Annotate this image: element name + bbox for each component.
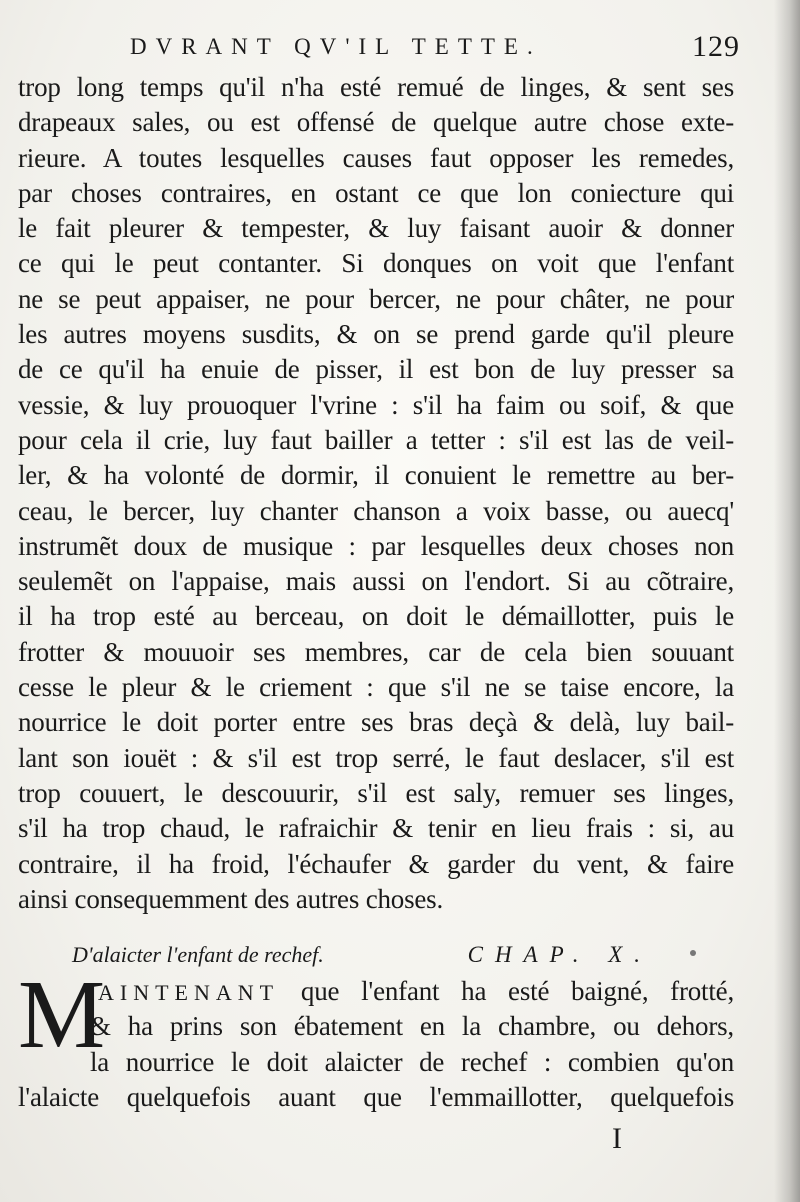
text-line: ler, & ha volonté de dormir, il conuient le remettre au ber- (18, 460, 734, 491)
text-line: drapeaux sales, ou est offensé de quelque autre chose exte- (18, 107, 734, 138)
text-line: & ha prins son ébatement en la chambre, ou dehors, (90, 1011, 734, 1042)
text-line: l'alaicte quelquefois auant que l'emmaillotter, quelquefois (18, 1081, 734, 1112)
page-gutter-shadow (774, 0, 800, 1202)
text-line: seulemẽt on l'appaise, mais aussi on l'endort. Si au cõtraire, (18, 566, 734, 597)
text-line: instrumẽt doux de musique : par lesquelles deux choses non (18, 530, 734, 561)
page-number: 129 (692, 30, 740, 63)
text-line: s'il ha trop chaud, le rafraichir & tenir en lieu frais : si, au (18, 813, 734, 844)
text-line: trop long temps qu'il n'ha esté remué de linges, & sent ses (18, 72, 734, 102)
text-line: nourrice le doit porter entre ses bras deçà & delà, luy bail- (18, 707, 734, 738)
text-line: ceau, le bercer, luy chanter chanson a voix basse, ou auecq' (18, 495, 734, 526)
text-line: lant son iouët : & s'il est trop serré, le faut deslacer, s'il est (18, 742, 734, 773)
text-line: il ha trop esté au berceau, on doit le démaillotter, puis le (18, 601, 734, 632)
chapter-title: D'alaicter l'enfant de rechef. (72, 942, 324, 967)
text-line: rieure. A toutes lesquelles causes faut opposer les remedes, (18, 142, 734, 173)
body-paragraph (18, 70, 734, 917)
text-line: ce qui le peut contanter. Si donques on voit que l'enfant (18, 248, 734, 279)
chapter-heading (72, 942, 652, 976)
ink-speck (690, 950, 696, 956)
signature-mark: I (612, 1122, 622, 1155)
text-line: ne se peut appaiser, ne pour bercer, ne pour châter, ne pour (18, 283, 734, 314)
text-line: pour cela il crie, luy faut bailler a tetter : s'il est las de veil- (18, 424, 734, 455)
page-header (130, 30, 740, 64)
text-line: cesse le pleur & le criement : que s'il ne se taise encore, la (18, 672, 734, 703)
text-line: contraire, il ha froid, l'échaufer & garder du vent, & faire (18, 848, 734, 879)
text-line: les autres moyens susdits, & on se prend garde qu'il pleure (18, 319, 734, 350)
text-line: trop couuert, le descouurir, s'il est saly, remuer ses linges, (18, 777, 734, 808)
drop-cap-initial: M (18, 961, 106, 1069)
text-line: ainsi consequemment des autres choses. (18, 883, 444, 914)
running-head: DVRANT QV'IL TETTE. (130, 34, 542, 59)
text-line: par choses contraires, en ostant ce que lon coniecture qui (18, 177, 734, 208)
chapter-paragraph (18, 974, 734, 1115)
opening-line-rest: que l'enfant ha esté baigné, frotté, (300, 976, 734, 1006)
text-line: le fait pleurer & tempester, & luy faisant auoir & donner (18, 213, 734, 244)
text-line: la nourrice le doit alaicter de rechef : combien qu'on (90, 1046, 734, 1077)
text-line (18, 974, 734, 1009)
text-line: frotter & mouuoir ses membres, car de cela bien souuant (18, 636, 734, 667)
text-line: de ce qu'il ha enuie de pisser, il est bon de luy presser sa (18, 354, 734, 385)
chapter-number: CHAP. X. (467, 942, 652, 967)
text-line: vessie, & luy prouoquer l'vrine : s'il ha faim ou soif, & que (18, 389, 734, 420)
opening-word: AINTENANT (98, 980, 280, 1005)
